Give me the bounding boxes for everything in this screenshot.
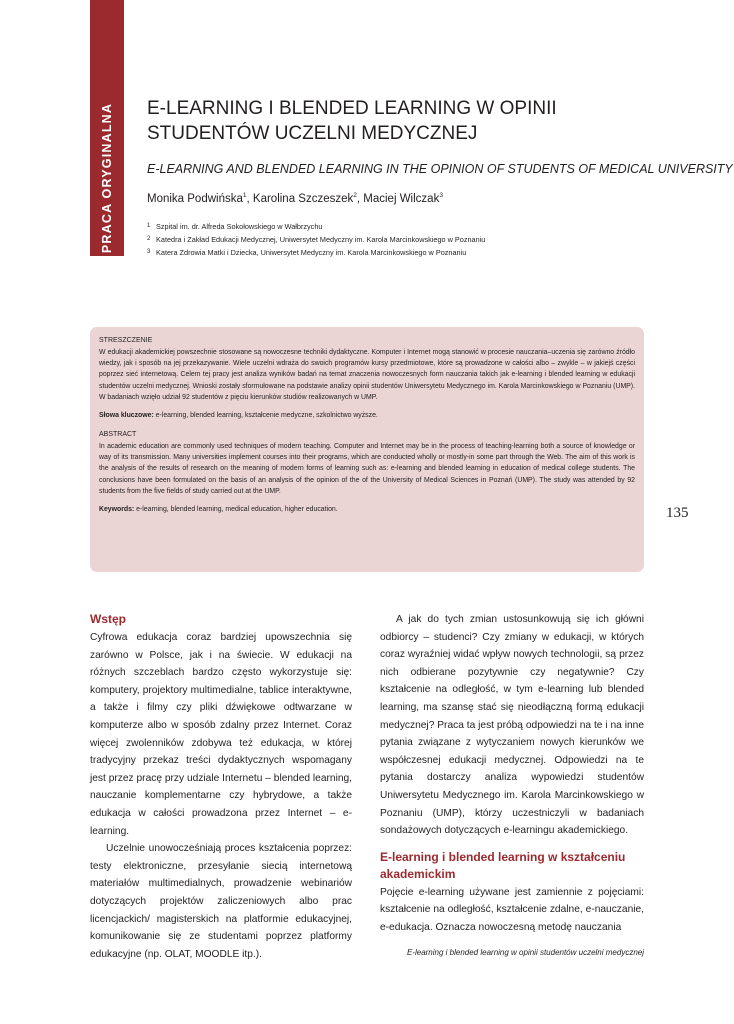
affiliation-text: Katera Zdrowia Matki i Dziecka, Uniwersytet Medyczny im. Karola Marcinkowskiego w Poznaniu: [156, 248, 467, 257]
running-footer: E-learning i blended learning w opinii studentów uczelni medycznej: [406, 948, 644, 957]
author-list: [147, 192, 443, 205]
affiliation-item: [147, 246, 667, 259]
affiliation-number: 2: [147, 236, 151, 242]
section-heading-elearning: E-learning i blended learning w kształceniu akademickim: [380, 849, 626, 881]
author-affiliation-number: 2: [353, 192, 357, 199]
article-type-label: PRACA ORYGINALNA: [100, 102, 114, 254]
right-column: [380, 611, 644, 937]
author-name: Maciej Wilczak: [363, 192, 440, 205]
page-number: 135: [666, 505, 689, 521]
affiliation-list: [147, 220, 667, 259]
streszczenie-heading: STRESZCZENIE: [99, 337, 153, 344]
english-keywords-label: Keywords:: [99, 506, 135, 514]
polish-keywords-list: e-learning, blended learning, kształcenie medyczne, szkolnictwo wyższe.: [153, 412, 378, 420]
body-paragraph: A jak do tych zmian ustosunkowują się ich główni odbiorcy – studenci? Czy zmiany w edukacji, w których coraz wyraźniej widać wpływ nowych technologii, są przez nich odbierane pozytywnie czy negatywnie? Czy kształcenie na odległość, w tym e-learning lub blended learning, ma szansę stać się nieodłączną formą edukacji medycznej? Praca ta jest próbą odpowiedzi na te i na inne pytania związane z wytyczaniem nowych kierunków we współczesnej edukacji medycznej. Odpowiedzi na te pytania dostarczy analiza wypowiedzi studentów Uniwersytetu Medycznego im. Karola Marcinkowskiego w Poznaniu (UMP), którzy uczestniczyli w badaniach sondażowych dotyczących e-learningu akademickiego.: [380, 614, 644, 837]
section-heading-introduction: Wstęp: [90, 612, 126, 626]
affiliation-number: 1: [147, 223, 151, 229]
affiliation-text: Katedra i Zakład Edukacji Medycznej, Uniwersytet Medyczny im. Karola Marcinkowskiego w Poznaniu: [156, 235, 486, 244]
polish-keywords: [99, 410, 635, 421]
affiliation-item: [147, 233, 667, 246]
body-paragraph: Pojęcie e-learning używane jest zamiennie z pojęciami: kształcenie na odległość, kształcenie zdalne, e-nauczanie, e-edukacja. Oznacza nowoczesną metodę nauczania: [380, 886, 644, 933]
affiliation-item: [147, 220, 667, 233]
affiliation-text: Szpital im. dr. Alfreda Sokołowskiego w Wałbrzychu: [156, 222, 323, 231]
author-name: Karolina Szczeszek: [252, 192, 354, 205]
abstract-heading: ABSTRACT: [99, 431, 137, 439]
polish-keywords-label: Słowa kluczowe:: [99, 412, 154, 420]
title-polish: E-LEARNING I BLENDED LEARNING W OPINII STUDENTÓW UCZELNI MEDYCZNEJ: [147, 98, 557, 144]
author-name: Monika Podwińska: [147, 192, 243, 205]
author-affiliation-number: 3: [439, 192, 443, 199]
abstract-box: [90, 327, 644, 572]
affiliation-number: 3: [147, 249, 151, 255]
author-separator: ,: [246, 192, 253, 205]
left-column: [90, 611, 352, 963]
author-affiliation-number: 1: [242, 192, 247, 199]
abstract-text: In academic education are commonly used techniques of modern teaching. Computer and Internet may be in the process of teaching-learning both a source of knowledge or way of its transmission. Many universities implement courses into their programs, which are conducted wholly or mostly-in some part through the Web. The aim of this work is the analysis of the results of research on the meaning of modern forms of learning such as: e-learning and blended learning in education of medical college students. The conclusions have been formulated on the basis of an analysis of the opinion of the of the University of Medical Sciences in Poznań (UMP). The study was attended by 92 students from the five fields of study carried out at the UMP.: [99, 443, 635, 495]
streszczenie-text: W edukacji akademickiej powszechnie stosowane są nowoczesne techniki dydaktyczne. Komputer i Internet mogą stanowić w procesie nauczania–uczenia się zarówno źródło wiedzy, jak i sposób na jej przekazywanie. Wiele uczelni wdraża do swoich programów kursy przedmiotowe, które są prowadzone w całości albo – zwykle – w jakiejś części poprzez sieć internetową. Celem tej pracy jest analiza wyników badań na temat znaczenia nowoczesnych form nauczania takich jak e-learning i blended learning w edukacji studentów uczelni medycznej. Wnioski zostały sformułowane na podstawie analizy opinii studentów Uniwersytetu Medycznego im. Karola Marcinkowskiego w Poznaniu (UMP). W badaniach wzięło udział 92 studentów z pięciu kierunków studiów realizowanych w UMP.: [99, 349, 635, 401]
author-separator: ,: [356, 192, 364, 205]
body-paragraph: Cyfrowa edukacja coraz bardziej upowszechnia się zarówno w Polsce, jak i na świecie. W edukacji na różnych szczeblach bardzo często wykorzystuje się: komputery, projektory multimedialne, tablice interaktywne, a także i filmy czy pliki dźwiękowe odtwarzane w komputerze albo w sposób zdalny przez Internet. Coraz więcej zwolenników zdobywa też edukacja, w której tradycyjny przekaz treści dydaktycznych wspomagany jest przez pracę przy udziale Internetu – blended learning, nauczanie komplementarne czy hybrydowe, a także edukacja w całości prowadzona przez Internet – e-learning.: [90, 632, 352, 837]
english-keywords: [99, 504, 635, 515]
english-keywords-list: e-learning, blended learning, medical education, higher education.: [134, 506, 338, 514]
body-paragraph: Uczelnie unowocześniają proces kształcenia poprzez: testy elektroniczne, przesyłanie siecią internetową materiałów multimedialnych, prowadzenie webinariów dotyczących projektów zaliczeniowych albo prac licencjackich/ magisterskich na platformie edukacyjnej, komunikowanie się ze studentami poprzez platformy edukacyjne (np. OLAT, MOODLE itp.).: [90, 843, 352, 960]
article-type-tab: [90, 0, 124, 256]
title-english: E-LEARNING AND BLENDED LEARNING IN THE OPINION OF STUDENTS OF MEDICAL UNIVERSITY: [147, 162, 733, 176]
